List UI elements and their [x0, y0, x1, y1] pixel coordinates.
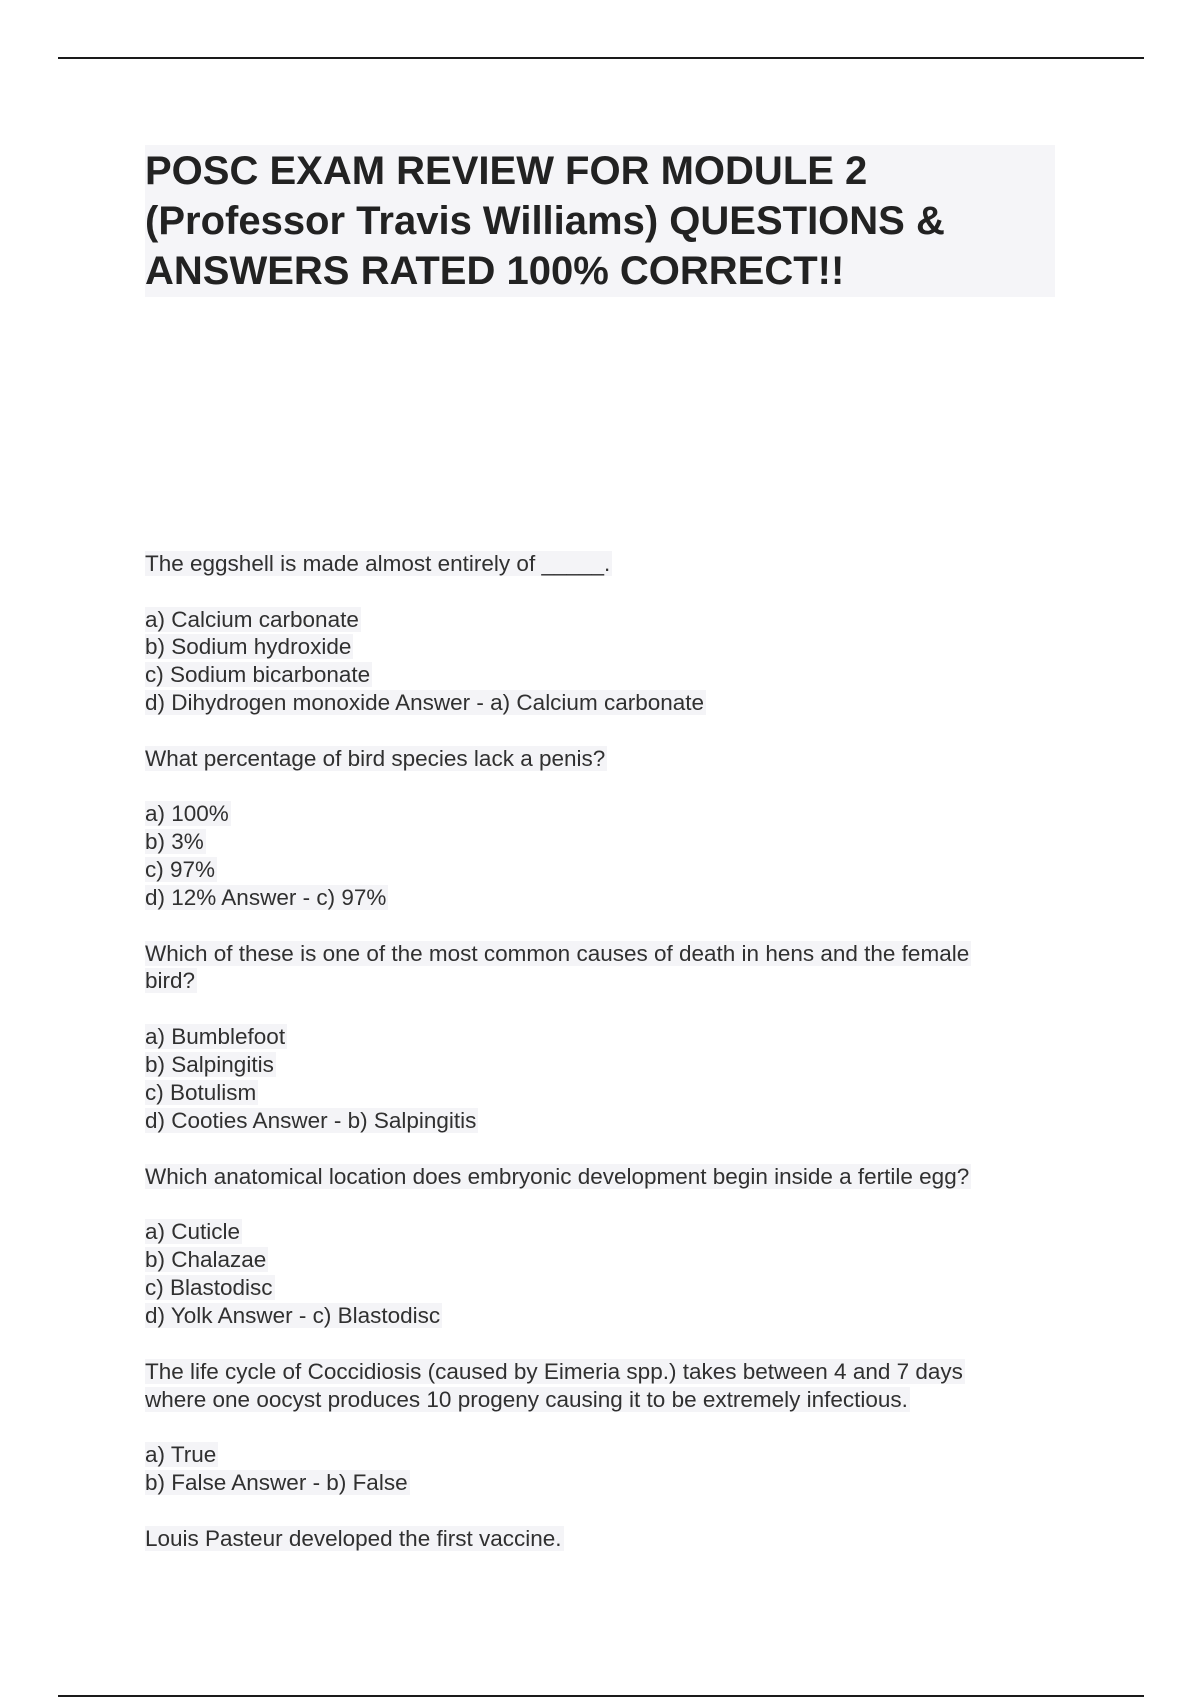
- q2-option-b-text: b) 3%: [145, 829, 204, 854]
- q2-option-c-text: c) 97%: [145, 857, 216, 882]
- title-line-1: POSC EXAM REVIEW FOR MODULE 2: [145, 149, 868, 193]
- q2-option-a-text: a) 100%: [145, 801, 229, 826]
- question-4: [145, 1163, 971, 1191]
- q2-option-b: [145, 828, 206, 856]
- q3-option-c-text: c) Botulism: [145, 1080, 257, 1105]
- question-3-line-1-text: Which of these is one of the most common causes of death in hens and the female: [145, 941, 970, 966]
- q3-option-a: [145, 1023, 287, 1051]
- question-5-line-2-text: where one oocyst produces 10 progeny causing it to be extremely infectious.: [145, 1387, 908, 1412]
- question-2: [145, 745, 607, 773]
- q3-option-b: [145, 1051, 276, 1079]
- q1-option-b-text: b) Sodium hydroxide: [145, 634, 352, 659]
- q1-option-b: [145, 633, 353, 661]
- q2-option-a: [145, 800, 231, 828]
- q1-option-d-answer-text: d) Dihydrogen monoxide Answer - a) Calcium carbonate: [145, 690, 705, 715]
- q5-option-a-text: a) True: [145, 1442, 217, 1467]
- question-4-text: Which anatomical location does embryonic development begin inside a fertile egg?: [145, 1164, 970, 1189]
- q5-option-b-answer-text: b) False Answer - b) False: [145, 1470, 408, 1495]
- q3-option-d-answer-text: d) Cooties Answer - b) Salpingitis: [145, 1108, 477, 1133]
- question-3-line-2: [145, 967, 197, 995]
- q3-option-c: [145, 1079, 258, 1107]
- q4-option-a: [145, 1218, 242, 1246]
- question-5-line-1: [145, 1358, 965, 1386]
- header-rule: [58, 57, 1144, 59]
- q1-option-a: [145, 606, 361, 634]
- q4-option-b-text: b) Chalazae: [145, 1247, 267, 1272]
- q3-option-a-text: a) Bumblefoot: [145, 1024, 286, 1049]
- document-title: [145, 145, 1055, 297]
- question-5-line-1-text: The life cycle of Coccidiosis (caused by Eimeria spp.) takes between 4 and 7 days: [145, 1359, 963, 1384]
- q1-option-c: [145, 661, 372, 689]
- question-1-text: The eggshell is made almost entirely of _____.: [145, 551, 611, 576]
- q4-option-b: [145, 1246, 268, 1274]
- q4-option-c: [145, 1274, 275, 1302]
- question-1: [145, 550, 612, 578]
- q4-option-d-answer-text: d) Yolk Answer - c) Blastodisc: [145, 1303, 441, 1328]
- q3-option-d-answer: [145, 1107, 478, 1135]
- footer-rule: [58, 1695, 1144, 1697]
- title-line-2: (Professor Travis Williams) QUESTIONS &: [145, 199, 945, 243]
- question-2-text: What percentage of bird species lack a penis?: [145, 746, 606, 771]
- q2-option-c: [145, 856, 217, 884]
- q5-option-b-answer: [145, 1469, 410, 1497]
- q5-option-a: [145, 1441, 218, 1469]
- question-3-line-1: [145, 940, 971, 968]
- question-6: [145, 1525, 564, 1553]
- q4-option-c-text: c) Blastodisc: [145, 1275, 273, 1300]
- q2-option-d-answer: [145, 884, 388, 912]
- question-6-text: Louis Pasteur developed the first vaccine.: [145, 1526, 562, 1551]
- q1-option-d-answer: [145, 689, 706, 717]
- question-3-line-2-text: bird?: [145, 968, 196, 993]
- question-5-line-2: [145, 1386, 910, 1414]
- q4-option-a-text: a) Cuticle: [145, 1219, 241, 1244]
- q1-option-c-text: c) Sodium bicarbonate: [145, 662, 371, 687]
- q1-option-a-text: a) Calcium carbonate: [145, 607, 359, 632]
- q2-option-d-answer-text: d) 12% Answer - c) 97%: [145, 885, 387, 910]
- q3-option-b-text: b) Salpingitis: [145, 1052, 274, 1077]
- q4-option-d-answer: [145, 1302, 442, 1330]
- title-line-3: ANSWERS RATED 100% CORRECT!!: [145, 249, 845, 293]
